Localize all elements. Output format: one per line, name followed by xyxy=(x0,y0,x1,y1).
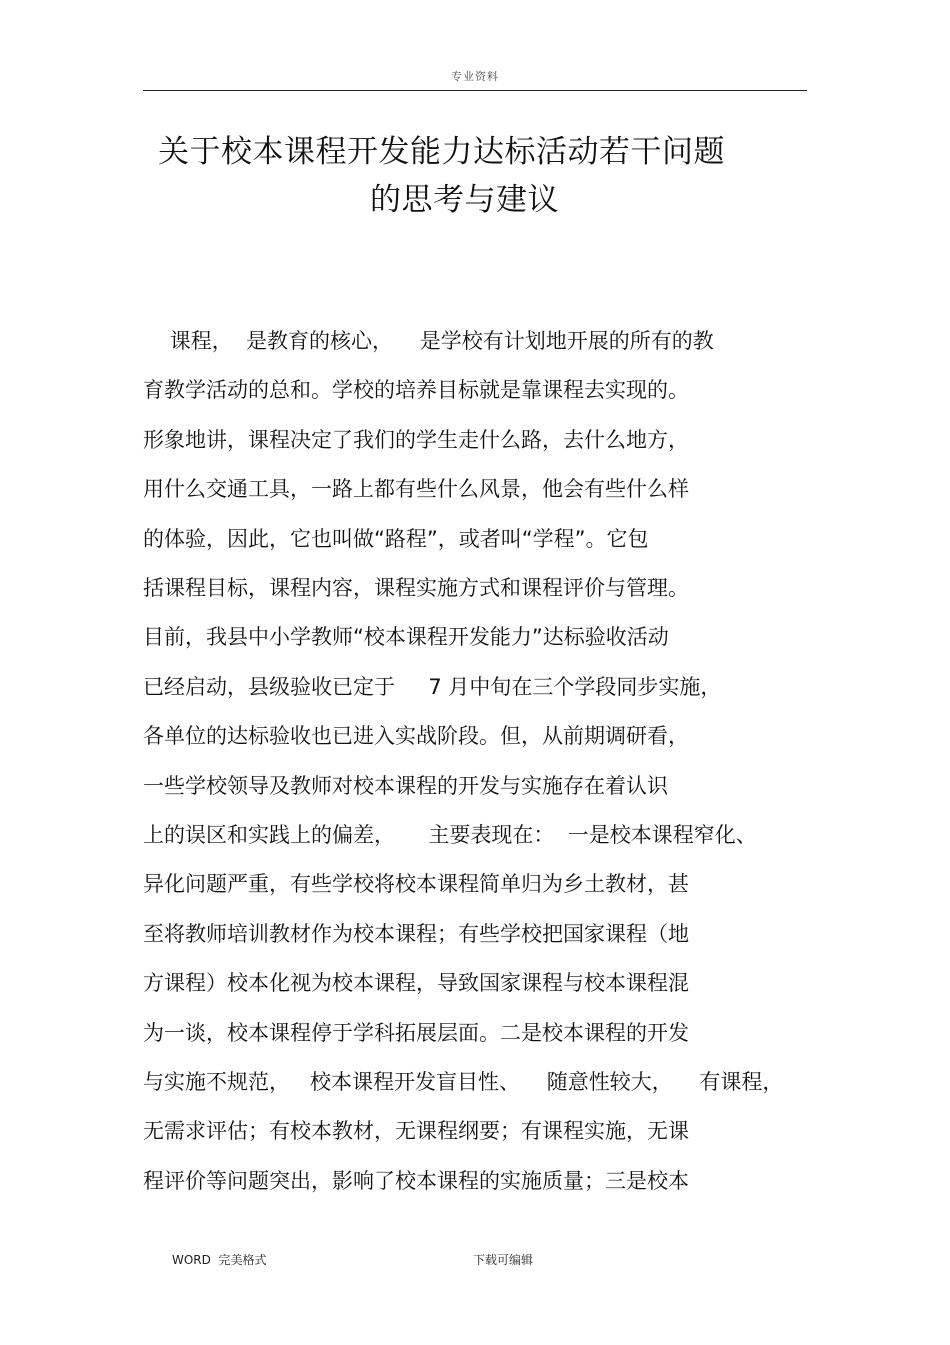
body-text-line: 育教学活动的总和。学校的培养目标就是靠课程去实现的。 xyxy=(143,378,689,403)
body-text-line: 形象地讲，课程决定了我们的学生走什么路，去什么地方， xyxy=(143,427,689,452)
body-text-line: 括课程目标，课程内容，课程实施方式和课程评价与管理。 xyxy=(143,576,689,600)
body-text-line: 至将教师培训教材作为校本课程；有些学校把国家课程（地 xyxy=(143,921,689,946)
body-text-line: 已经启动，县级验收已定于 7 月中旬在三个学段同步实施， xyxy=(143,674,722,699)
document-title-line-1: 关于校本课程开发能力达标活动若干问题 xyxy=(158,134,725,170)
body-text-line: 方课程）校本化视为校本课程，导致国家课程与校本课程混 xyxy=(143,971,689,996)
document-title-line-2: 的思考与建议 xyxy=(370,182,559,218)
footer-left-label: WORD 完美格式 xyxy=(172,1253,267,1267)
body-text-line: 目前，我县中小学教师“校本课程开发能力”达标验收活动 xyxy=(143,625,669,650)
body-text-line: 一些学校领导及教师对校本课程的开发与实施存在着认识 xyxy=(143,773,668,798)
footer-right-label: 下载可编辑 xyxy=(473,1253,534,1267)
body-text-line: 程评价等问题突出，影响了校本课程的实施质量；三是校本 xyxy=(143,1168,689,1193)
body-text-line: 各单位的达标验收也已进入实战阶段。但，从前期调研看， xyxy=(143,724,689,749)
header-label: 专业资料 xyxy=(451,70,499,83)
body-text-line: 课程， 是教育的核心， 是学校有计划地开展的所有的教 xyxy=(143,329,714,353)
header-divider xyxy=(143,90,807,91)
body-text-line: 与实施不规范， 校本课程开发盲目性、 随意性较大， 有课程， xyxy=(143,1070,784,1094)
body-text-line: 的体验，因此，它也叫做“路程”，或者叫“学程”。它包 xyxy=(143,526,649,551)
body-text-line: 上的误区和实践上的偏差， 主要表现在： 一是校本课程窄化、 xyxy=(143,823,757,847)
body-text-line: 为一谈，校本课程停于学科拓展层面。二是校本课程的开发 xyxy=(143,1020,689,1045)
body-text-line: 用什么交通工具，一路上都有些什么风景，他会有些什么样 xyxy=(143,477,689,502)
body-text-line: 无需求评估；有校本教材，无课程纲要；有课程实施，无课 xyxy=(143,1119,689,1144)
body-text-line: 异化问题严重，有些学校将校本课程简单归为乡土教材，甚 xyxy=(143,872,689,897)
